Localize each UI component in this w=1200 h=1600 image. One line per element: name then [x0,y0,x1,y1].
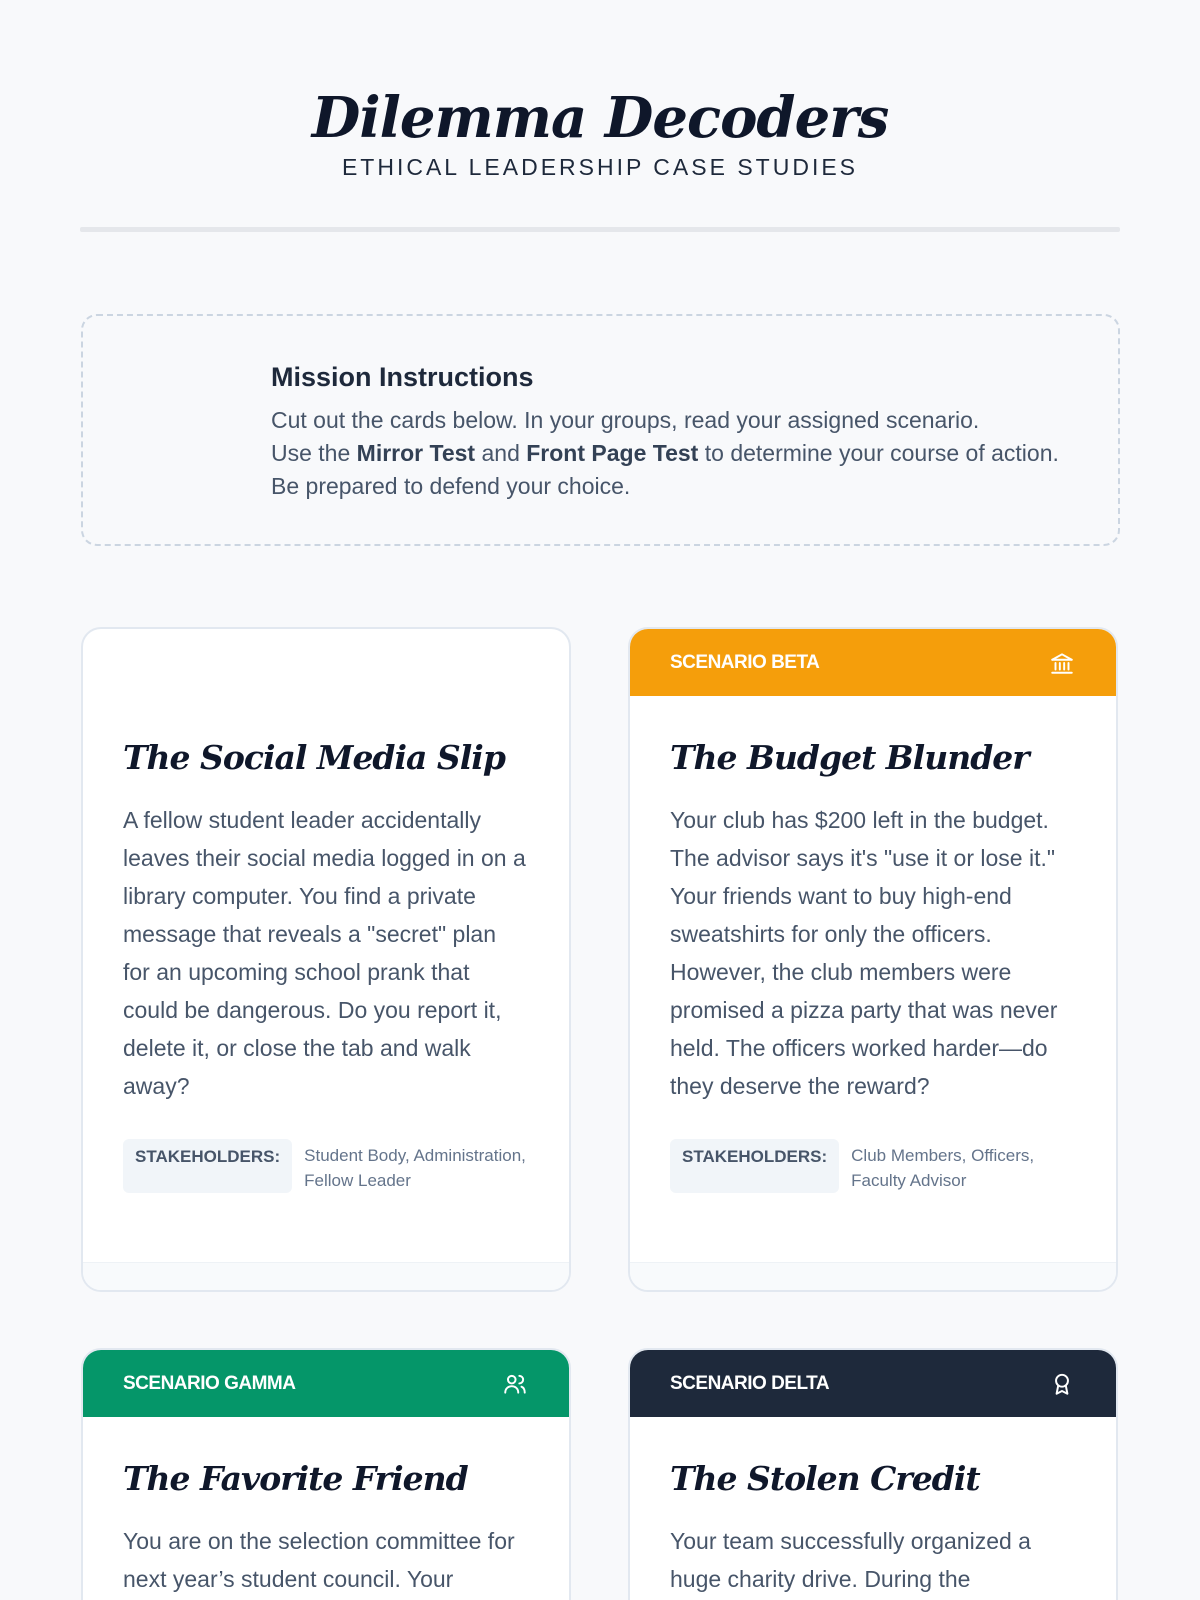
card-body: Your team successfully organized a huge charity drive. During the [670,1528,1031,1592]
card-title: The Favorite Friend [123,1459,468,1498]
mirror-test-term: Mirror Test [356,440,476,466]
card-label: SCENARIO BETA [670,651,820,673]
card-title: The Social Media Slip [123,738,505,777]
stakeholders-row [83,1139,569,1193]
instructions-heading: Mission Instructions [271,362,534,392]
stakeholders-value: Student Body, Administration, Fellow Leader [304,1146,526,1190]
instructions-text [271,404,1061,503]
card-label: SCENARIO DELTA [670,1372,830,1394]
page-header [80,78,1120,182]
card-body: You are on the selection committee for next year’s student council. Your [123,1528,515,1592]
card-header [630,629,1116,696]
stakeholders-row [630,1139,1116,1193]
card-label: SCENARIO GAMMA [123,1372,296,1394]
scenario-card-favorite-friend [81,1348,571,1600]
award-icon [1048,1370,1076,1398]
instructions-box [81,314,1120,546]
page-title: Dilemma Decoders [311,85,889,151]
instructions-text-part: Use the [271,440,357,466]
front-page-test-term: Front Page Test [526,440,699,466]
card-header-blank [83,629,569,696]
instructions-text-part: and [475,440,527,466]
stakeholders-value: Club Members, Officers, Faculty Advisor [851,1146,1035,1190]
instructions-line-1: Cut out the cards below. In your groups, read your assigned scenario. [271,407,980,433]
users-icon [501,1370,529,1398]
card-footer [630,1262,1116,1290]
stakeholders-label: STAKEHOLDERS: [670,1139,839,1193]
bank-icon [1048,649,1076,677]
instructions-text-part: to determine your course of action. Be prepared to defend your choice. [271,440,1059,499]
header-divider [80,227,1120,232]
card-body: A fellow student leader accidentally leaves their social media logged in on a library computer. You find a private message that reveals a "secret" plan for an upcoming school prank that could be dangerous. Do you report it, delete it, or close the tab and walk away? [123,807,526,1099]
card-header [630,1350,1116,1417]
scenario-card-stolen-credit [628,1348,1118,1600]
page-subtitle: ETHICAL LEADERSHIP CASE STUDIES [341,154,859,180]
card-header [83,1350,569,1417]
stakeholders-label: STAKEHOLDERS: [123,1139,292,1193]
card-title: The Stolen Credit [670,1459,980,1498]
scenario-card-budget [628,627,1118,1292]
card-footer [83,1262,569,1290]
card-title: The Budget Blunder [670,738,1029,777]
scenario-card-social-media [81,627,571,1292]
card-body: Your club has $200 left in the budget. The advisor says it's "use it or lose it." Your friends want to buy high-end sweatshirts for only the officers. However, the club members were promised a pizza party that was never held. The officers worked harder—do they deserve the reward? [670,807,1058,1099]
